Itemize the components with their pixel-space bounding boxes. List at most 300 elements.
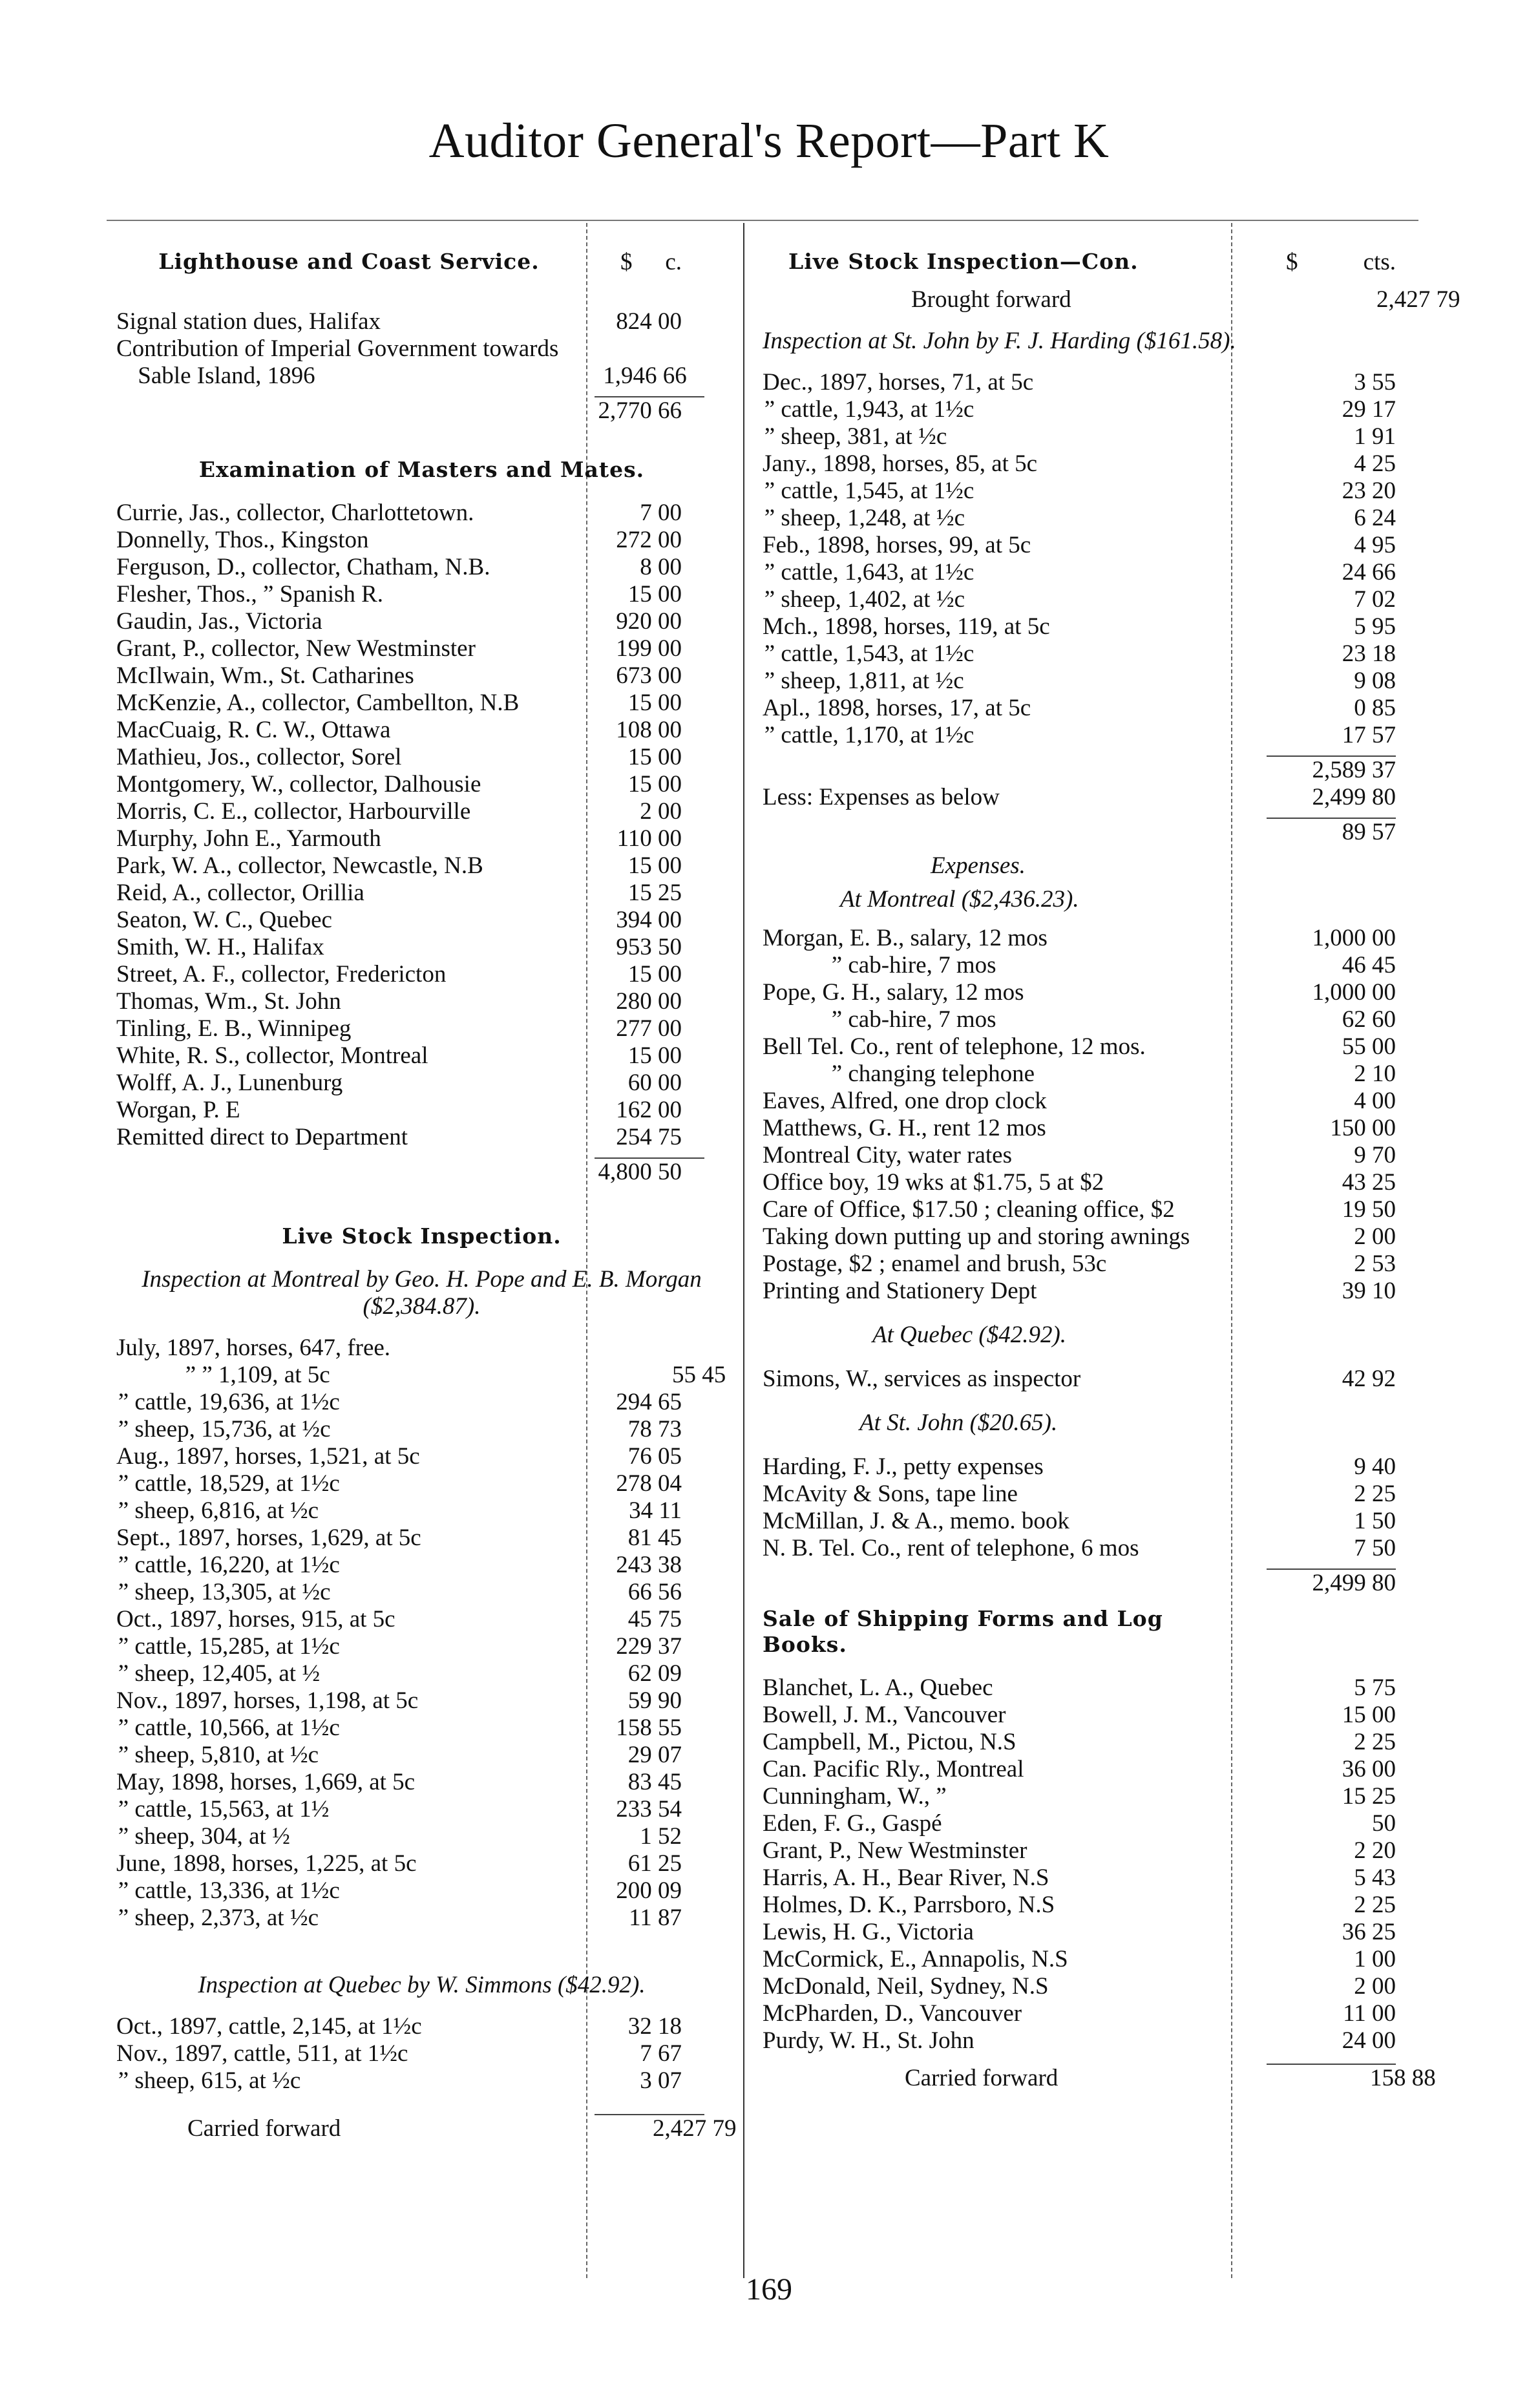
montreal-inspection-items <box>116 1335 727 1932</box>
entry-text: ” sheep, 6,816, at ½c <box>118 1497 319 1524</box>
entry-amount: 78 73 <box>627 1416 682 1442</box>
entry-text: Mathieu, Jos., collector, Sorel <box>116 744 402 770</box>
cents-label: cts. <box>1363 249 1396 275</box>
entry-row <box>763 1453 1409 1481</box>
entry-row <box>116 1579 727 1606</box>
entry-amount: 243 38 <box>616 1552 682 1578</box>
masters-heading: Examination of Masters and Mates. <box>198 457 645 482</box>
entry-amount: 24 00 <box>1342 2027 1396 2054</box>
entry-row <box>763 1837 1409 1864</box>
entry-amount: 36 25 <box>1342 1919 1396 1945</box>
livestock-con-heading: Live Stock Inspection—Con. <box>788 249 1139 274</box>
entry-amount: 15 00 <box>1342 1702 1396 1728</box>
stjohn-expenses-subheading: At St. John ($20.65). <box>859 1410 1058 1436</box>
entry-amount: 15 25 <box>627 880 682 906</box>
entry-row <box>763 1088 1409 1115</box>
entry-text: Bell Tel. Co., rent of telephone, 12 mos. <box>763 1033 1146 1060</box>
entry-row <box>116 527 727 554</box>
entry-amount: 45 75 <box>627 1606 682 1632</box>
entry-amount: 61 25 <box>627 1850 682 1877</box>
entry-row <box>116 1525 727 1552</box>
entry-row <box>116 1850 727 1877</box>
entry-row <box>116 934 727 961</box>
entry-amount: 15 00 <box>627 581 682 607</box>
entry-row <box>763 559 1409 586</box>
entry-text: Purdy, W. H., St. John <box>763 2027 974 2054</box>
montreal-inspection-subheading: Inspection at Montreal by Geo. H. Pope and E. B. Morgan ($2,384.87). <box>142 1266 702 1320</box>
entry-text: ” sheep, 2,373, at ½c <box>118 1905 319 1931</box>
entry-amount: 394 00 <box>616 907 682 933</box>
entry-row <box>116 1015 727 1042</box>
entry-row <box>116 554 727 581</box>
entry-amount: 81 45 <box>627 1525 682 1551</box>
entry-amount: 4 00 <box>1354 1088 1396 1114</box>
entry-text: McDonald, Neil, Sydney, N.S <box>763 1973 1049 2000</box>
entry-row <box>116 798 727 825</box>
masters-total: 4,800 50 <box>598 1159 682 1185</box>
entry-amount: 36 00 <box>1342 1756 1396 1782</box>
entry-amount: 1,000 00 <box>1312 925 1396 951</box>
entry-row <box>116 1823 727 1850</box>
entry-text: Eden, F. G., Gaspé <box>763 1810 942 1837</box>
entry-text: McCormick, E., Annapolis, N.S <box>763 1946 1068 1972</box>
entry-amount: 42 92 <box>1342 1366 1396 1392</box>
entry-amount: 278 04 <box>616 1470 682 1497</box>
entry-text: ” cattle, 16,220, at 1½c <box>118 1552 340 1578</box>
entry-row <box>116 2040 727 2067</box>
entry-text: Harding, F. J., petty expenses <box>763 1453 1044 1480</box>
entry-text: N. B. Tel. Co., rent of telephone, 6 mos <box>763 1535 1139 1561</box>
entry-text: Contribution of Imperial Government towards Sable Island, 1896 <box>116 335 559 389</box>
entry-text: ” sheep, 1,402, at ½c <box>764 586 965 613</box>
stjohn-inspection-items <box>763 369 1409 749</box>
less-expenses-row <box>763 784 1409 811</box>
entry-amount: 11 87 <box>629 1905 682 1931</box>
entry-amount: 2 00 <box>1354 1223 1396 1250</box>
entry-amount: 110 00 <box>616 825 682 852</box>
entry-text: Nov., 1897, cattle, 511, at 1½c <box>116 2040 408 2067</box>
entry-row <box>116 1606 727 1633</box>
entry-text: Worgan, P. E <box>116 1097 240 1123</box>
entry-text: Ferguson, D., collector, Chatham, N.B. <box>116 554 490 580</box>
entry-amount: 19 50 <box>1342 1196 1396 1223</box>
entry-text: Wolff, A. J., Lunenburg <box>116 1070 343 1096</box>
entry-text: McIlwain, Wm., St. Catharines <box>116 662 414 689</box>
entry-amount: 280 00 <box>616 988 682 1015</box>
entry-text: Donnelly, Thos., Kingston <box>116 527 369 553</box>
entry-text: ” cattle, 19,636, at 1½c <box>118 1389 340 1415</box>
entry-row <box>763 1973 1409 2000</box>
entry-text: Taking down putting up and storing awnings <box>763 1223 1190 1250</box>
entry-amount: 15 00 <box>627 852 682 879</box>
entry-amount: 4 25 <box>1354 450 1396 477</box>
entry-text: Park, W. A., collector, Newcastle, N.B <box>116 852 483 879</box>
stjohn-inspection-subheading: Inspection at St. John by F. J. Harding ($161.58). <box>763 328 1236 354</box>
entry-row <box>116 1687 727 1715</box>
entry-row <box>763 423 1409 450</box>
entry-amount: 23 20 <box>1342 478 1396 504</box>
entry-row <box>763 1033 1409 1061</box>
entry-text: ” cattle, 1,543, at 1½c <box>764 640 974 667</box>
entry-text: Campbell, M., Pictou, N.S <box>763 1729 1017 1755</box>
entry-text: MacCuaig, R. C. W., Ottawa <box>116 717 391 743</box>
carried-forward-row <box>763 2065 1436 2092</box>
entry-amount: 673 00 <box>616 662 682 689</box>
entry-amount: 2 00 <box>1354 1973 1396 2000</box>
entry-row <box>763 1142 1409 1169</box>
entry-amount: 5 43 <box>1354 1864 1396 1891</box>
entry-amount: 277 00 <box>616 1015 682 1042</box>
entry-amount: 920 00 <box>616 608 682 635</box>
entry-text: Flesher, Thos., ” Spanish R. <box>116 581 384 607</box>
entry-amount: 294 65 <box>616 1389 682 1415</box>
entry-text: ” sheep, 5,810, at ½c <box>118 1742 319 1768</box>
lighthouse-total: 2,770 66 <box>598 397 682 424</box>
entry-text: ” cattle, 15,285, at 1½c <box>118 1633 340 1660</box>
entry-text: ” cab-hire, 7 mos <box>831 1006 996 1033</box>
entry-text: Nov., 1897, horses, 1,198, at 5c <box>116 1687 419 1714</box>
brought-forward-label: Brought forward <box>911 286 1071 313</box>
entry-text: Morgan, E. B., salary, 12 mos <box>763 925 1048 951</box>
net-row <box>763 819 1409 846</box>
entry-text: Sept., 1897, horses, 1,629, at 5c <box>116 1525 421 1551</box>
entry-row <box>763 1702 1409 1729</box>
entry-amount: 0 85 <box>1354 695 1396 721</box>
entry-row <box>116 1335 727 1362</box>
entry-amount: 7 67 <box>640 2040 682 2067</box>
entry-text: Tinling, E. B., Winnipeg <box>116 1015 352 1042</box>
entry-amount: 24 66 <box>1342 559 1396 586</box>
entry-row <box>116 1877 727 1905</box>
entry-text: ” cattle, 1,943, at 1½c <box>764 396 974 423</box>
montreal-expenses-items <box>763 925 1409 1305</box>
page-title: Auditor General's Report—Part K <box>428 114 1110 168</box>
carried-forward-row <box>116 2115 737 2142</box>
lighthouse-header-row <box>116 249 727 276</box>
entry-amount: 6 24 <box>1354 505 1396 531</box>
entry-text: Grant, P., collector, New Westminster <box>116 635 476 662</box>
entry-amount: 62 09 <box>627 1660 682 1687</box>
entry-row <box>116 2013 727 2040</box>
entry-text: Cunningham, W., ” <box>763 1783 947 1810</box>
entry-row <box>763 1946 1409 1973</box>
entry-amount: 43 25 <box>1342 1169 1396 1196</box>
entry-text: ” cattle, 18,529, at 1½c <box>118 1470 340 1497</box>
entry-row <box>116 1042 727 1070</box>
entry-amount: 108 00 <box>616 717 682 743</box>
entry-text: ” cattle, 15,563, at 1½ <box>118 1796 330 1822</box>
entry-text: Montgomery, W., collector, Dalhousie <box>116 771 481 797</box>
entry-text: Thomas, Wm., St. John <box>116 988 341 1015</box>
entry-amount: 60 00 <box>627 1070 682 1096</box>
entry-text: Murphy, John E., Yarmouth <box>116 825 381 852</box>
entry-amount: 50 <box>1372 1810 1396 1837</box>
entry-row <box>763 668 1409 695</box>
entry-amount: 83 45 <box>627 1769 682 1795</box>
entry-row <box>763 613 1409 640</box>
entry-row <box>763 1508 1409 1535</box>
entry-row <box>116 635 727 662</box>
entry-row <box>116 662 727 690</box>
expenses-total: 2,499 80 <box>1312 1570 1396 1596</box>
entry-row <box>763 1864 1409 1892</box>
entry-amount: 23 18 <box>1342 640 1396 667</box>
entry-text: Aug., 1897, horses, 1,521, at 5c <box>116 1443 420 1470</box>
entry-amount: 1 50 <box>1354 1508 1396 1534</box>
quebec-inspection-items <box>116 2013 727 2095</box>
entry-row <box>116 1769 727 1796</box>
entry-text: ” cattle, 10,566, at 1½c <box>118 1715 340 1741</box>
right-column <box>763 249 1460 2092</box>
entry-text: Smith, W. H., Halifax <box>116 934 324 960</box>
entry-amount: 7 00 <box>640 500 682 526</box>
entry-amount: 233 54 <box>616 1796 682 1822</box>
lighthouse-items <box>116 308 727 390</box>
entry-amount: 15 00 <box>627 744 682 770</box>
entry-row <box>116 690 727 717</box>
entry-row <box>116 907 727 934</box>
column-divider <box>743 223 744 2278</box>
entry-text: Blanchet, L. A., Quebec <box>763 1674 993 1701</box>
entry-row <box>116 880 727 907</box>
entry-row <box>763 2027 1409 2054</box>
entry-amount: 824 00 <box>616 308 682 335</box>
entry-row <box>116 1660 727 1687</box>
entry-row <box>116 988 727 1015</box>
entry-amount: 254 75 <box>616 1124 682 1150</box>
entry-amount: 15 00 <box>627 690 682 716</box>
entry-amount: 229 37 <box>616 1633 682 1660</box>
top-rule <box>107 220 1418 221</box>
entry-row <box>763 396 1409 423</box>
entry-amount: 17 57 <box>1342 722 1396 748</box>
entry-amount: 2 10 <box>1354 1061 1396 1087</box>
entry-amount: 2 25 <box>1354 1892 1396 1918</box>
entry-row <box>116 852 727 880</box>
entry-row <box>116 771 727 798</box>
entry-row <box>116 335 727 390</box>
entry-row <box>763 1196 1409 1223</box>
entry-text: ” sheep, 12,405, at ½ <box>118 1660 321 1687</box>
entry-amount: 953 50 <box>616 934 682 960</box>
entry-row <box>116 1796 727 1823</box>
entry-amount: 7 50 <box>1354 1535 1396 1561</box>
entry-row <box>116 1633 727 1660</box>
left-column <box>116 249 737 2142</box>
entry-text: White, R. S., collector, Montreal <box>116 1042 428 1069</box>
entry-amount: 9 70 <box>1354 1142 1396 1168</box>
dollar-label: $ <box>1286 249 1298 275</box>
shipping-forms-heading: Sale of Shipping Forms and Log Books. <box>763 1606 1163 1657</box>
currency-header <box>582 249 727 276</box>
entry-text: May, 1898, horses, 1,669, at 5c <box>116 1769 416 1795</box>
entry-amount: 11 00 <box>1343 2000 1396 2027</box>
entry-row <box>763 1535 1409 1562</box>
entry-row <box>763 369 1409 396</box>
entry-row <box>116 825 727 852</box>
entry-text: ” sheep, 304, at ½ <box>118 1823 290 1850</box>
entry-text: ” cattle, 1,545, at 1½c <box>764 478 974 504</box>
entry-row <box>763 1674 1409 1702</box>
entry-row <box>763 1251 1409 1278</box>
entry-amount: 7 02 <box>1354 586 1396 613</box>
entry-amount: 32 18 <box>627 2013 682 2040</box>
entry-amount: 199 00 <box>616 635 682 662</box>
entry-amount: 9 08 <box>1354 668 1396 694</box>
entry-row <box>763 532 1409 559</box>
entry-amount: 2 53 <box>1354 1251 1396 1277</box>
entry-amount: 162 00 <box>616 1097 682 1123</box>
brought-forward-amount: 2,427 79 <box>1376 286 1460 313</box>
entry-text: Seaton, W. C., Quebec <box>116 907 332 933</box>
entry-amount: 272 00 <box>616 527 682 553</box>
entry-row <box>116 1470 727 1497</box>
entry-text: Holmes, D. K., Parrsboro, N.S <box>763 1892 1055 1918</box>
entry-row <box>116 1389 727 1416</box>
entry-amount: 9 40 <box>1354 1453 1396 1480</box>
entry-row <box>763 979 1409 1006</box>
entry-row <box>116 581 727 608</box>
entry-amount: 15 00 <box>627 1042 682 1069</box>
entry-text: June, 1898, horses, 1,225, at 5c <box>116 1850 417 1877</box>
entry-amount: 2 20 <box>1354 1837 1396 1864</box>
entry-row <box>763 1783 1409 1810</box>
entry-text: Oct., 1897, horses, 915, at 5c <box>116 1606 395 1632</box>
entry-text: Apl., 1898, horses, 17, at 5c <box>763 695 1031 721</box>
entry-amount: 5 95 <box>1354 613 1396 640</box>
entry-row <box>116 1742 727 1769</box>
entry-text: Can. Pacific Rly., Montreal <box>763 1756 1024 1782</box>
lighthouse-heading: Lighthouse and Coast Service. <box>158 249 540 274</box>
entry-amount: 200 09 <box>616 1877 682 1904</box>
entry-amount: 15 00 <box>627 961 682 987</box>
entry-row <box>116 1097 727 1124</box>
entry-text: Reid, A., collector, Orillia <box>116 880 364 906</box>
entry-row <box>116 608 727 635</box>
quebec-expenses-subheading: At Quebec ($42.92). <box>872 1322 1067 1348</box>
subtotal-amount: 2,589 37 <box>1312 757 1396 783</box>
entry-text: ” sheep, 15,736, at ½c <box>118 1416 331 1442</box>
expenses-total-row <box>763 1570 1409 1597</box>
entry-amount: 39 10 <box>1342 1278 1396 1304</box>
entry-amount: 5 75 <box>1354 1674 1396 1701</box>
entry-row <box>116 1070 727 1097</box>
entry-row <box>763 952 1409 979</box>
entry-text: ” sheep, 1,811, at ½c <box>764 668 964 694</box>
entry-amount: 34 11 <box>629 1497 682 1524</box>
entry-text: McMillan, J. & A., memo. book <box>763 1508 1069 1534</box>
entry-amount: 66 56 <box>627 1579 682 1605</box>
entry-row <box>763 2000 1409 2027</box>
entry-row <box>763 1278 1409 1305</box>
masters-items <box>116 500 727 1151</box>
entry-row <box>763 1061 1409 1088</box>
entry-text: Montreal City, water rates <box>763 1142 1012 1168</box>
entry-text: Oct., 1897, cattle, 2,145, at 1½c <box>116 2013 422 2040</box>
entry-amount: 15 00 <box>627 771 682 797</box>
entry-row <box>763 478 1409 505</box>
entry-amount: 29 07 <box>627 1742 682 1768</box>
stjohn-expenses-items <box>763 1453 1409 1562</box>
entry-row <box>763 1729 1409 1756</box>
expenses-heading: Expenses. <box>931 852 1026 879</box>
entry-text: McPharden, D., Vancouver <box>763 2000 1022 2027</box>
entry-amount: 4 95 <box>1354 532 1396 558</box>
entry-text: ” sheep, 1,248, at ½c <box>764 505 965 531</box>
entry-text: Simons, W., services as inspector <box>763 1366 1081 1392</box>
entry-amount: 2 25 <box>1354 1729 1396 1755</box>
entry-row <box>116 1552 727 1579</box>
entry-row <box>116 1715 727 1742</box>
entry-amount: 1 91 <box>1354 423 1396 450</box>
lighthouse-total-row <box>116 397 727 425</box>
livestock-con-header-row <box>763 249 1409 276</box>
entry-text: ” cattle, 1,643, at 1½c <box>764 559 974 586</box>
currency-header <box>1228 249 1409 276</box>
entry-row <box>116 1497 727 1525</box>
entry-row <box>116 717 727 744</box>
entry-row <box>116 1443 727 1470</box>
entry-text: ” ” 1,109, at 5c <box>185 1362 330 1388</box>
entry-row <box>763 640 1409 668</box>
entry-text: Signal station dues, Halifax <box>116 308 381 335</box>
entry-amount: 158 55 <box>616 1715 682 1741</box>
entry-text: ” sheep, 13,305, at ½c <box>118 1579 331 1605</box>
entry-row <box>763 1892 1409 1919</box>
entry-text: Care of Office, $17.50 ; cleaning office, $2 <box>763 1196 1175 1223</box>
entry-row <box>763 1481 1409 1508</box>
entry-text: Eaves, Alfred, one drop clock <box>763 1088 1047 1114</box>
entry-text: Grant, P., New Westminster <box>763 1837 1027 1864</box>
entry-text: Morris, C. E., collector, Harbourville <box>116 798 471 825</box>
page-number: 169 <box>746 2272 792 2307</box>
brought-forward-row <box>763 286 1460 313</box>
entry-row <box>763 925 1409 952</box>
entry-amount: 29 17 <box>1342 396 1396 423</box>
masters-total-row <box>116 1159 727 1186</box>
entry-text: July, 1897, horses, 647, free. <box>116 1335 391 1361</box>
entry-text: Office boy, 19 wks at $1.75, 5 at $2 <box>763 1169 1104 1196</box>
entry-text: ” cattle, 1,170, at 1½c <box>764 722 974 748</box>
entry-row <box>763 1006 1409 1033</box>
entry-text: Matthews, G. H., rent 12 mos <box>763 1115 1046 1141</box>
entry-amount: 46 45 <box>1342 952 1396 978</box>
quebec-inspection-subheading: Inspection at Quebec by W. Simmons ($42.92). <box>198 1972 646 1998</box>
entry-row <box>116 1905 727 1932</box>
carried-forward-amount: 158 88 <box>1370 2065 1436 2091</box>
entry-row <box>763 1810 1409 1837</box>
entry-text: Lewis, H. G., Victoria <box>763 1919 974 1945</box>
entry-row <box>116 1124 727 1151</box>
entry-text: ” changing telephone <box>831 1061 1035 1087</box>
entry-row <box>763 450 1409 478</box>
entry-amount: 3 55 <box>1354 369 1396 396</box>
entry-text: ” sheep, 615, at ½c <box>118 2067 301 2094</box>
entry-text: ” sheep, 381, at ½c <box>764 423 947 450</box>
entry-amount: 1,946 66 <box>603 363 687 389</box>
entry-amount: 1 52 <box>640 1823 682 1850</box>
livestock-heading: Live Stock Inspection. <box>282 1223 562 1249</box>
entry-text: Street, A. F., collector, Fredericton <box>116 961 447 987</box>
entry-row <box>763 1919 1409 1946</box>
entry-text: Gaudin, Jas., Victoria <box>116 608 322 635</box>
entry-text: McAvity & Sons, tape line <box>763 1481 1018 1507</box>
entry-text: McKenzie, A., collector, Cambellton, N.B <box>116 690 520 716</box>
entry-amount: 15 25 <box>1342 1783 1396 1810</box>
entry-row <box>763 722 1409 749</box>
entry-row <box>763 505 1409 532</box>
entry-row <box>116 1362 727 1389</box>
